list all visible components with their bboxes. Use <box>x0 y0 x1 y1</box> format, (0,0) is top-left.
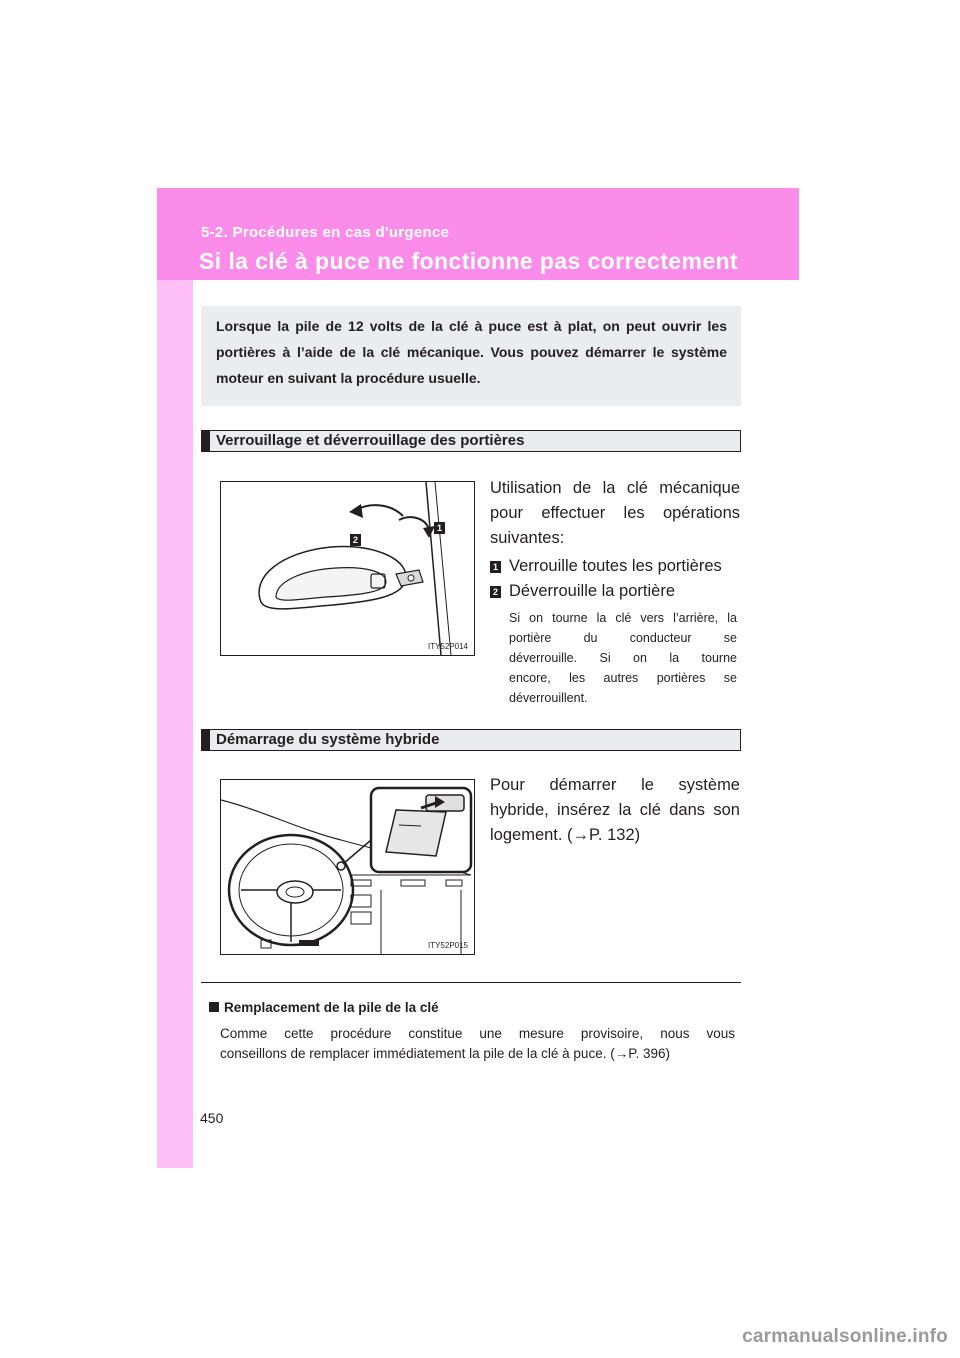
section-heading-text: Démarrage du système hybride <box>216 731 440 748</box>
figure-code: ITY52P015 <box>427 941 468 950</box>
section-label: 5-2. Procédures en cas d'urgence <box>201 224 450 241</box>
list-item <box>490 580 675 602</box>
door-handle-figure <box>220 481 475 656</box>
intro-text: Lorsque la pile de 12 volts de la clé à puce est à plat, on peut ouvrir les portières à l’aide de la clé mécanique. Vous pouvez démarrer le système moteur en suivant la procédure usuelle. <box>216 318 727 386</box>
body-text-line: logement. (→P. 132) <box>490 826 641 844</box>
note-line: déverrouille. Si on la tourne <box>509 651 737 665</box>
side-strip <box>157 188 193 1168</box>
section-heading-text: Verrouillage et déverrouillage des portières <box>216 432 525 449</box>
body-text-line: Utilisation de la clé mécanique <box>490 479 740 497</box>
page-title: Si la clé à puce ne fonctionne pas correctement <box>199 248 739 274</box>
bottom-text-line: conseillons de remplacer immédiatement la pile de la clé à puce. (→P. 396) <box>220 1046 670 1061</box>
subsection-heading-text: Remplacement de la pile de la clé <box>224 1000 439 1015</box>
number-badge-2: 2 <box>490 586 501 598</box>
divider <box>201 982 741 983</box>
heading-accent <box>202 431 210 451</box>
page-number: 450 <box>200 1110 224 1126</box>
figure-marker-2: 2 <box>350 534 361 546</box>
dashboard-illustration <box>221 780 474 954</box>
body-text-line: Pour démarrer le système <box>490 776 740 794</box>
note-line: Si on tourne la clé vers l’arrière, la <box>509 611 737 625</box>
number-badge-1: 1 <box>490 561 501 573</box>
note-line: déverrouillent. <box>509 691 588 705</box>
body-text-line: pour effectuer les opérations <box>490 504 740 522</box>
body-text-line: hybride, insérez la clé dans son <box>490 801 740 819</box>
watermark: carmanualsonline.info <box>742 1326 948 1347</box>
figure-code: ITY52P014 <box>427 642 468 651</box>
list-item-text: Déverrouille la portière <box>509 582 675 600</box>
note-block <box>509 608 737 708</box>
bottom-text-line: Comme cette procédure constitue une mesure provisoire, nous vous <box>220 1026 735 1041</box>
body-text-line: suivantes: <box>490 529 565 547</box>
intro-box <box>201 306 741 406</box>
list-item-text: Verrouille toutes les portières <box>509 557 722 575</box>
subsection-heading <box>209 1000 439 1015</box>
section-heading-start <box>201 729 741 751</box>
list-item <box>490 555 722 577</box>
note-line: encore, les autres portières se <box>509 671 737 685</box>
dashboard-figure <box>220 779 475 955</box>
door-handle-illustration <box>221 482 474 655</box>
note-line: portière du conducteur se <box>509 631 737 645</box>
square-bullet-icon <box>209 1002 219 1012</box>
heading-accent <box>202 730 210 750</box>
figure-marker-1: 1 <box>434 522 445 534</box>
section-heading-locking <box>201 430 741 452</box>
